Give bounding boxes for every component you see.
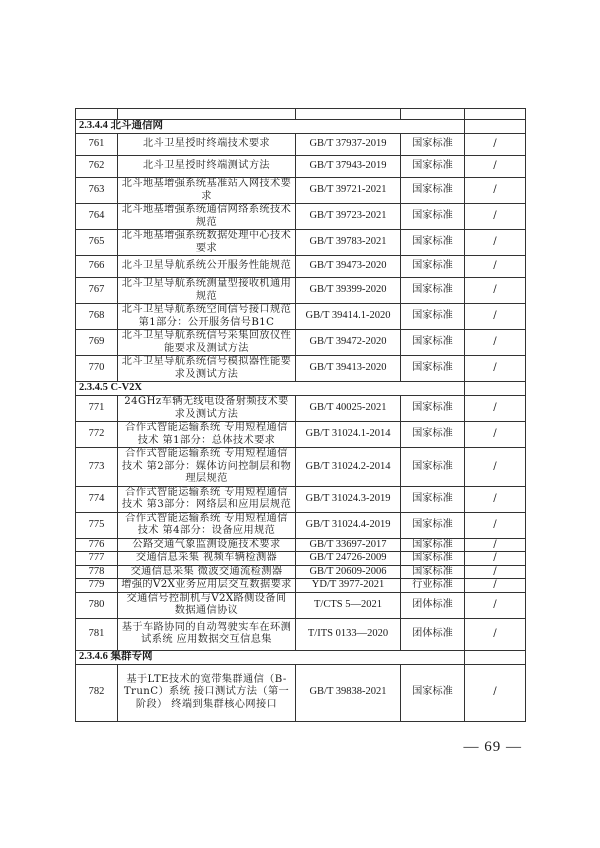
standard-note: /	[465, 178, 526, 204]
item-number: 770	[76, 356, 118, 382]
standard-note: /	[465, 330, 526, 356]
standard-code: GB/T 24726-2009	[296, 552, 401, 566]
standard-name: 24GHz车辆无线电设备射频技术要求及测试方法	[118, 396, 296, 422]
item-number: 767	[76, 278, 118, 304]
standard-name: 北斗卫星授时终端测试方法	[118, 156, 296, 178]
item-number: 766	[76, 256, 118, 278]
item-number: 761	[76, 134, 118, 156]
section-heading: 2.3.4.4 北斗通信网	[76, 120, 465, 134]
standard-code: GB/T 31024.2-2014	[296, 448, 401, 487]
table-row	[76, 356, 526, 382]
item-number: 773	[76, 448, 118, 487]
item-number: 764	[76, 204, 118, 230]
table-row	[76, 330, 526, 356]
standard-name: 交通信息采集 视频车辆检测器	[118, 552, 296, 566]
standard-type: 国家标准	[401, 538, 465, 552]
standard-code: GB/T 37943-2019	[296, 156, 401, 178]
standard-name: 合作式智能运输系统 专用短程通信技术 第2部分：媒体访问控制层和物理层规范	[118, 448, 296, 487]
standard-name: 北斗卫星导航系统测量型接收机通用规范	[118, 278, 296, 304]
table-row	[76, 552, 526, 566]
standard-note: /	[465, 486, 526, 512]
standard-type: 国家标准	[401, 422, 465, 448]
standard-code: GB/T 20609-2006	[296, 565, 401, 579]
table-row	[76, 230, 526, 256]
standard-code: GB/T 39723-2021	[296, 204, 401, 230]
standard-code: GB/T 39414.1-2020	[296, 304, 401, 330]
standard-code: GB/T 39838-2021	[296, 664, 401, 721]
item-number: 768	[76, 304, 118, 330]
page-number: — 69 —	[463, 739, 522, 755]
section-heading-row	[76, 650, 526, 664]
standard-type: 国家标准	[401, 565, 465, 579]
item-number: 775	[76, 512, 118, 538]
standard-name: 基于LTE技术的宽带集群通信（B-TrunC）系统 接口测试方法（第一阶段） 终端到集群核心网接口	[118, 664, 296, 721]
standard-note: /	[465, 156, 526, 178]
item-number: 780	[76, 592, 118, 618]
table-row	[76, 538, 526, 552]
table-row	[76, 156, 526, 178]
standard-code: GB/T 31024.3-2019	[296, 486, 401, 512]
standard-name: 北斗地基增强系统通信网络系统技术规范	[118, 204, 296, 230]
standard-name: 合作式智能运输系统 专用短程通信技术 第4部分：设备应用规范	[118, 512, 296, 538]
item-number: 765	[76, 230, 118, 256]
standard-note: /	[465, 512, 526, 538]
standard-name: 基于车路协同的自动驾驶实车在环测试系统 应用数据交互信息集	[118, 618, 296, 650]
table-row	[76, 579, 526, 593]
standard-type: 国家标准	[401, 448, 465, 487]
item-number: 774	[76, 486, 118, 512]
standard-code: GB/T 39721-2021	[296, 178, 401, 204]
table-top-blank-row	[76, 109, 526, 120]
standard-code: GB/T 31024.4-2019	[296, 512, 401, 538]
standard-code: GB/T 31024.1-2014	[296, 422, 401, 448]
standard-note: /	[465, 538, 526, 552]
standard-type: 国家标准	[401, 512, 465, 538]
standard-code: GB/T 33697-2017	[296, 538, 401, 552]
standard-name: 北斗卫星导航系统公开服务性能规范	[118, 256, 296, 278]
standard-name: 北斗卫星导航系统信号采集回放仪性能要求及测试方法	[118, 330, 296, 356]
standard-note: /	[465, 552, 526, 566]
standard-type: 团体标准	[401, 592, 465, 618]
standard-type: 国家标准	[401, 204, 465, 230]
standard-note: /	[465, 448, 526, 487]
standard-code: GB/T 40025-2021	[296, 396, 401, 422]
table-row	[76, 256, 526, 278]
standard-note: /	[465, 592, 526, 618]
standard-note: /	[465, 565, 526, 579]
standard-type: 团体标准	[401, 618, 465, 650]
standard-type: 国家标准	[401, 356, 465, 382]
item-number: 763	[76, 178, 118, 204]
table-row	[76, 178, 526, 204]
standard-note: /	[465, 618, 526, 650]
item-number: 777	[76, 552, 118, 566]
section-heading: 2.3.4.6 集群专网	[76, 650, 465, 664]
table-row	[76, 486, 526, 512]
item-number: 776	[76, 538, 118, 552]
standard-type: 国家标准	[401, 256, 465, 278]
section-heading-row	[76, 382, 526, 396]
standard-type: 国家标准	[401, 134, 465, 156]
standard-code: GB/T 39473-2020	[296, 256, 401, 278]
item-number: 779	[76, 579, 118, 593]
standard-name: 合作式智能运输系统 专用短程通信技术 第3部分：网络层和应用层规范	[118, 486, 296, 512]
standard-type: 国家标准	[401, 552, 465, 566]
table-row	[76, 422, 526, 448]
table-row	[76, 664, 526, 721]
item-number: 771	[76, 396, 118, 422]
item-number: 781	[76, 618, 118, 650]
standard-code: GB/T 37937-2019	[296, 134, 401, 156]
table-row	[76, 278, 526, 304]
standard-code: T/CTS 5—2021	[296, 592, 401, 618]
section-heading: 2.3.4.5 C-V2X	[76, 382, 465, 396]
standard-note: /	[465, 304, 526, 330]
standard-type: 国家标准	[401, 304, 465, 330]
standard-name: 北斗卫星授时终端技术要求	[118, 134, 296, 156]
standard-note: /	[465, 134, 526, 156]
item-number: 778	[76, 565, 118, 579]
standard-name: 北斗地基增强系统基准站入网技术要求	[118, 178, 296, 204]
table-row	[76, 592, 526, 618]
table-row	[76, 448, 526, 487]
standard-note: /	[465, 278, 526, 304]
standard-name: 交通信息采集 微波交通流检测器	[118, 565, 296, 579]
item-number: 782	[76, 664, 118, 721]
table-row	[76, 618, 526, 650]
standard-name: 合作式智能运输系统 专用短程通信技术 第1部分：总体技术要求	[118, 422, 296, 448]
standard-type: 国家标准	[401, 178, 465, 204]
item-number: 769	[76, 330, 118, 356]
section-heading-row	[76, 120, 526, 134]
standards-table	[75, 108, 526, 722]
standard-note: /	[465, 256, 526, 278]
table-row	[76, 304, 526, 330]
standard-note: /	[465, 356, 526, 382]
standard-type: 国家标准	[401, 396, 465, 422]
standard-code: GB/T 39472-2020	[296, 330, 401, 356]
item-number: 762	[76, 156, 118, 178]
standard-code: GB/T 39783-2021	[296, 230, 401, 256]
standard-note: /	[465, 664, 526, 721]
standard-type: 行业标准	[401, 579, 465, 593]
standard-type: 国家标准	[401, 156, 465, 178]
standard-code: GB/T 39413-2020	[296, 356, 401, 382]
standard-note: /	[465, 579, 526, 593]
item-number: 772	[76, 422, 118, 448]
standard-name: 北斗地基增强系统数据处理中心技术要求	[118, 230, 296, 256]
table-row	[76, 512, 526, 538]
standard-note: /	[465, 396, 526, 422]
standard-name: 增强的V2X业务应用层交互数据要求	[118, 579, 296, 593]
standard-note: /	[465, 422, 526, 448]
standard-code: T/ITS 0133—2020	[296, 618, 401, 650]
table-row	[76, 396, 526, 422]
standard-code: GB/T 39399-2020	[296, 278, 401, 304]
standard-type: 国家标准	[401, 486, 465, 512]
standard-name: 北斗卫星导航系统空间信号接口规范 第1部分：公开服务信号B1C	[118, 304, 296, 330]
standard-note: /	[465, 204, 526, 230]
standard-name: 交通信号控制机与V2X路侧设备间 数据通信协议	[118, 592, 296, 618]
standard-code: YD/T 3977-2021	[296, 579, 401, 593]
standard-note: /	[465, 230, 526, 256]
standard-name: 北斗卫星导航系统信号模拟器性能要求及测试方法	[118, 356, 296, 382]
standard-type: 国家标准	[401, 664, 465, 721]
table-row	[76, 134, 526, 156]
standard-type: 国家标准	[401, 278, 465, 304]
table-row	[76, 204, 526, 230]
standard-type: 国家标准	[401, 230, 465, 256]
standard-name: 公路交通气象监测设施技术要求	[118, 538, 296, 552]
table-row	[76, 565, 526, 579]
standard-type: 国家标准	[401, 330, 465, 356]
